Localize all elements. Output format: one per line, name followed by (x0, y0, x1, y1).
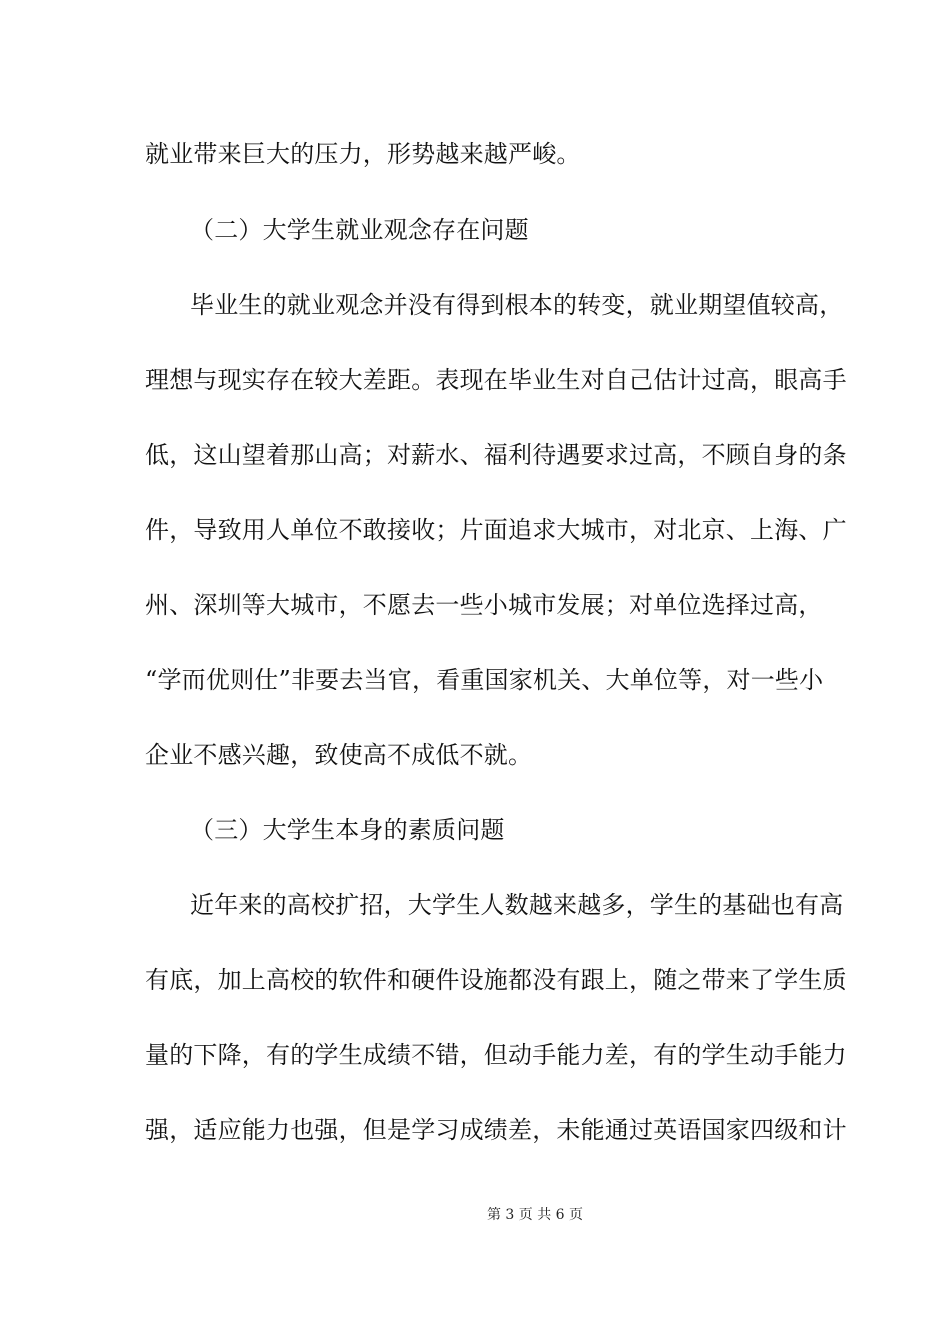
section-heading: （二）大学生就业观念存在问题 (190, 216, 529, 244)
paragraph-line: 有底，加上高校的软件和硬件设施都没有跟上，随之带来了学生质 (145, 966, 847, 994)
paragraph-line: 理想与现实存在较大差距。表现在毕业生对自己估计过高，眼高手 (145, 366, 847, 394)
paragraph-line: “学而优则仕”非要去当官，看重国家机关、大单位等，对一些小 (145, 666, 824, 694)
page-number: 第 3 页 共 6 页 (486, 1207, 584, 1223)
paragraph-line: 近年来的高校扩招，大学生人数越来越多，学生的基础也有高 (190, 891, 844, 919)
section-heading: （三）大学生本身的素质问题 (190, 816, 505, 844)
paragraph-line: 州、深圳等大城市，不愿去一些小城市发展；对单位选择过高， (145, 591, 823, 619)
paragraph-line: 毕业生的就业观念并没有得到根本的转变，就业期望值较高， (190, 291, 844, 319)
paragraph-line: 量的下降，有的学生成绩不错，但动手能力差，有的学生动手能力 (145, 1041, 847, 1069)
paragraph-line: 件，导致用人单位不敢接收；片面追求大城市，对北京、上海、广 (145, 516, 847, 544)
paragraph-line: 就业带来巨大的压力，形势越来越严峻。 (145, 140, 581, 168)
paragraph-line: 企业不感兴趣，致使高不成低不就。 (145, 741, 533, 769)
paragraph-line: 低，这山望着那山高；对薪水、福利待遇要求过高，不顾自身的条 (145, 441, 847, 469)
paragraph-line: 强，适应能力也强，但是学习成绩差，未能通过英语国家四级和计 (145, 1116, 847, 1144)
